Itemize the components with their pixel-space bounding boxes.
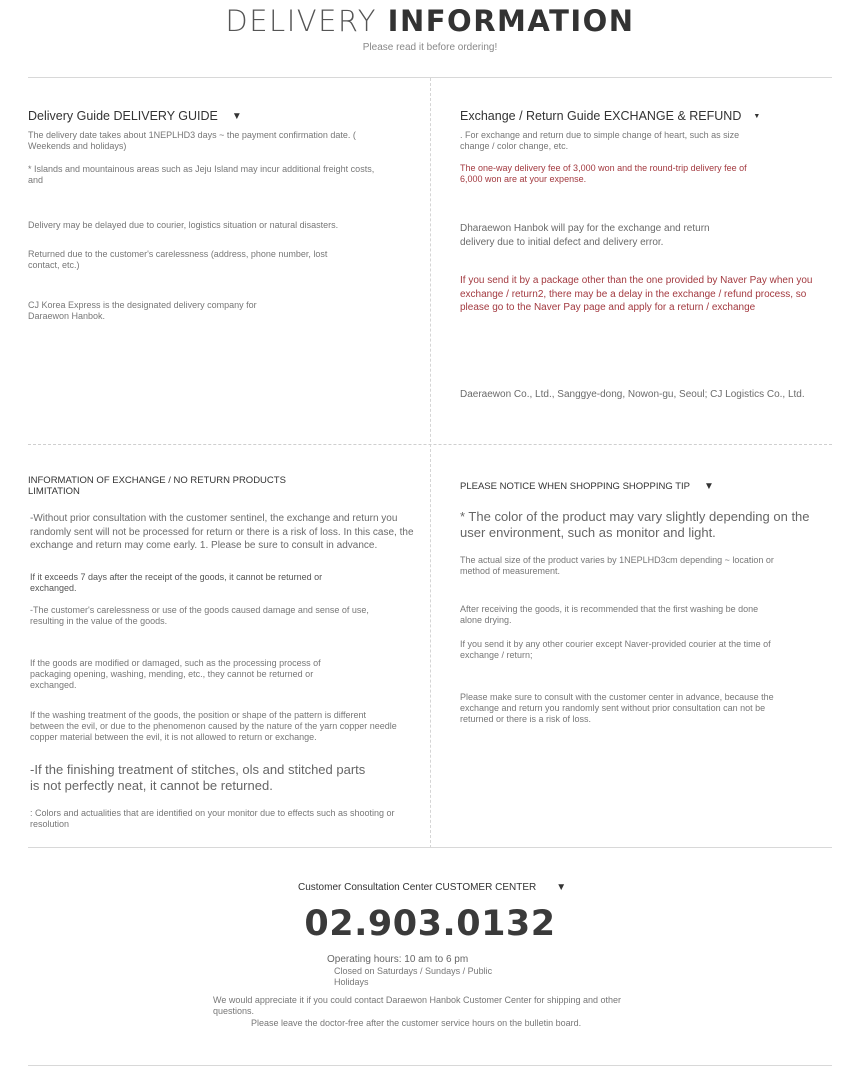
triangle-down-icon: ▼: [231, 111, 242, 123]
closed-days: Closed on Saturdays / Sundays / Public Holidays: [334, 966, 493, 987]
delivery-text-1: The delivery date takes about 1NEPLHD3 days ~ the payment confirmation date. ( Weekends and holidays): [28, 130, 356, 151]
lower-divider: [28, 847, 832, 848]
exchange-text-2: The one-way delivery fee of 3,000 won and the round-trip delivery fee of 6,000 won are at your expense.: [460, 163, 747, 184]
customer-center-title[interactable]: Customer Consultation Center CUSTOMER CENTER ▼: [298, 882, 567, 894]
triangle-down-icon: ▼: [703, 481, 714, 492]
exchange-text-1: . For exchange and return due to simple change of heart, such as size change / color change, etc.: [460, 130, 740, 151]
delivery-text-2: * Islands and mountainous areas such as Jeju Island may incur additional freight costs, and: [28, 164, 375, 185]
delivery-text-4: Returned due to the customer's carelessness (address, phone number, lost contact, etc.): [28, 249, 328, 270]
tip-text-3: After receiving the goods, it is recommended that the first washing be done alone drying.: [460, 604, 759, 625]
delivery-text-5: CJ Korea Express is the designated delivery company for Daraewon Hanbok.: [28, 300, 257, 321]
no-return-text-2: If it exceeds 7 days after the receipt of the goods, it cannot be returned or exchanged.: [30, 572, 323, 593]
page-title: [0, 4, 860, 38]
no-return-text-5: If the washing treatment of the goods, the position or shape of the pattern is different between the evil, or due to the phenomenon caused by the nature of the yarn copper needle copper material between the evil, it is not allowed to return or exchange.: [30, 710, 397, 742]
bulletin-note: Please leave the doctor-free after the customer service hours on the bulletin board.: [251, 1018, 582, 1028]
operating-hours: Operating hours: 10 am to 6 pm: [327, 954, 469, 965]
delivery-text-3: Delivery may be delayed due to courier, logistics situation or natural disasters.: [28, 220, 339, 230]
tip-text-4: If you send it by any other courier except Naver-provided courier at the time of exchange / return;: [460, 639, 771, 660]
triangle-down-icon: ▼: [556, 882, 567, 893]
center-divider: [430, 78, 431, 848]
no-return-text-1: -Without prior consultation with the customer sentinel, the exchange and return you randomly sent will not be processed for return or there is a risk of loss. In this case, the exchange and return may come early. 1. Please be sure to consult in advance.: [30, 513, 414, 551]
exchange-text-4: If you send it by a package other than the one provided by Naver Pay when you exchange / return2, there may be a delay in the exchange / refund process, so please go to the Naver Pay page and apply for a return / exchange: [460, 275, 813, 313]
no-return-text-6: -If the finishing treatment of stitches, ols and stitched parts is not perfectly neat, it cannot be returned.: [30, 762, 366, 793]
no-return-text-4: If the goods are modified or damaged, such as the processing process of packaging opening, washing, mending, etc., they cannot be returned or exchanged.: [30, 658, 321, 690]
tip-text-1: * The color of the product may vary slightly depending on the user environment, such as monitor and light.: [460, 509, 810, 540]
title-light: DELIVERY: [225, 4, 377, 38]
middle-divider: [28, 444, 832, 445]
shopping-tip-title[interactable]: PLEASE NOTICE WHEN SHOPPING SHOPPING TIP ▼: [460, 481, 714, 493]
exchange-text-3: Dharaewon Hanbok will pay for the exchange and return delivery due to initial defect and delivery error.: [460, 223, 710, 248]
customer-center-phone[interactable]: 02.903.0132: [304, 904, 556, 944]
bottom-divider: [28, 1065, 832, 1066]
tip-text-2: The actual size of the product varies by 1NEPLHD3cm depending ~ location or method of measurement.: [460, 555, 774, 576]
tip-text-5: Please make sure to consult with the customer center in advance, because the exchange and return you randomly sent without prior consultation can not be returned or there is a risk of loss.: [460, 692, 774, 724]
exchange-guide-title[interactable]: Exchange / Return Guide EXCHANGE & REFUND ▼: [460, 109, 761, 123]
exchange-text-5: Daeraewon Co., Ltd., Sanggye-dong, Nowon-gu, Seoul; CJ Logistics Co., Ltd.: [460, 389, 805, 400]
page-subtitle: Please read it before ordering!: [362, 42, 498, 53]
title-bold: INFORMATION: [387, 4, 635, 38]
no-return-title: INFORMATION OF EXCHANGE / NO RETURN PRODUCTS LIMITATION: [28, 475, 286, 497]
no-return-text-7: : Colors and actualities that are identified on your monitor due to effects such as shooting or resolution: [30, 808, 395, 829]
delivery-guide-title[interactable]: Delivery Guide DELIVERY GUIDE ▼: [28, 109, 242, 123]
no-return-text-3: -The customer's carelessness or use of the goods caused damage and sense of use, resulting in the value of the goods.: [30, 605, 369, 626]
contact-note: We would appreciate it if you could contact Daraewon Hanbok Customer Center for shipping and other questions.: [213, 995, 622, 1016]
triangle-down-icon: ▼: [753, 113, 761, 121]
